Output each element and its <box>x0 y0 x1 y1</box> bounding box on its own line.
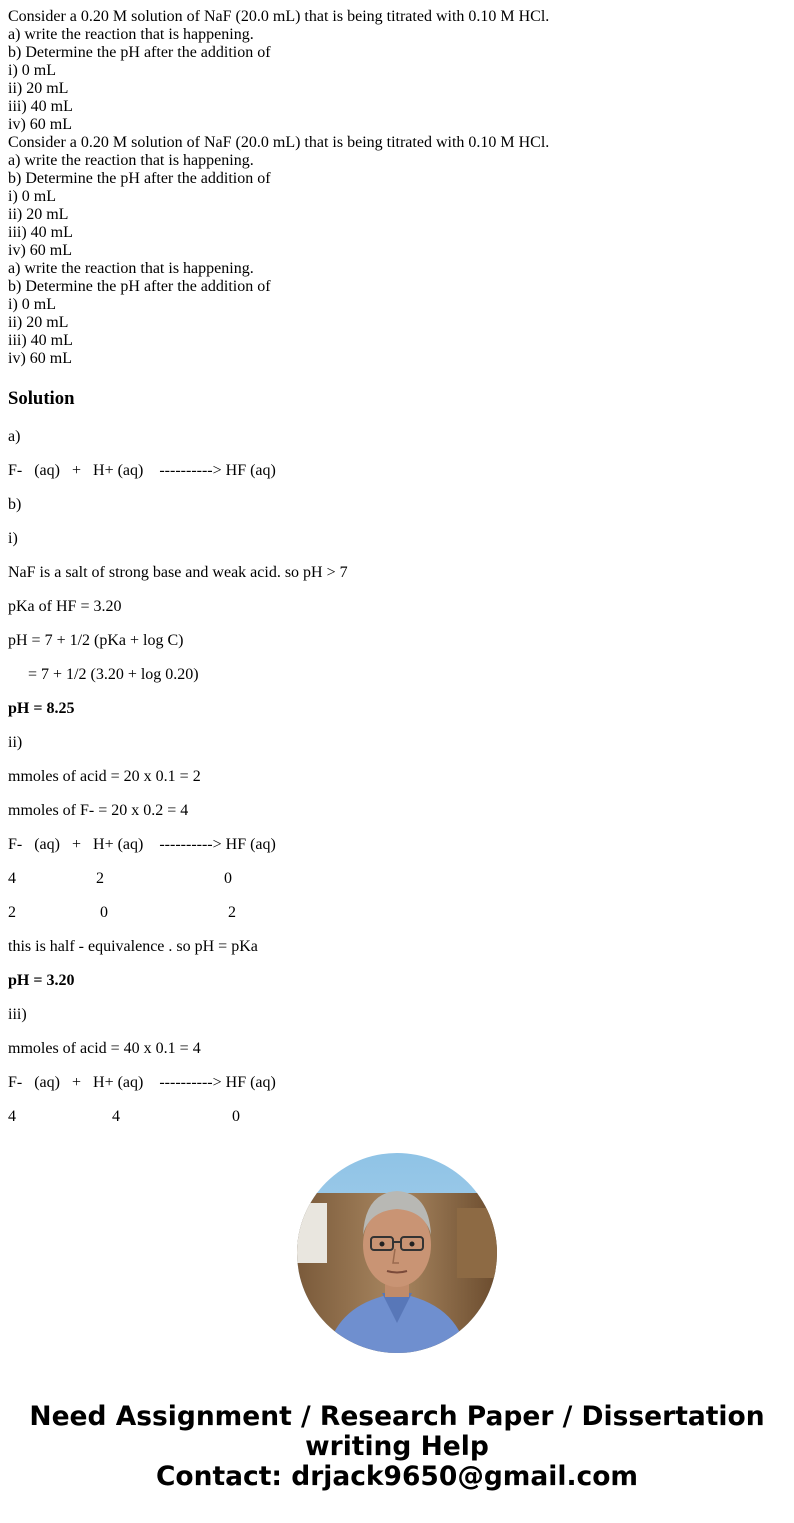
solution-line: NaF is a salt of strong base and weak acid. so pH > 7 <box>8 564 348 581</box>
solution-result: pH = 3.20 <box>8 972 75 989</box>
question-line: a) write the reaction that is happening. <box>8 260 254 277</box>
question-line: iv) 60 mL <box>8 350 72 367</box>
solution-line: mmoles of F- = 20 x 0.2 = 4 <box>8 802 189 819</box>
solution-line: mmoles of acid = 20 x 0.1 = 2 <box>8 768 201 785</box>
solution-line: a) <box>8 428 21 445</box>
solution-line: 4 2 0 <box>8 870 232 887</box>
question-line: iii) 40 mL <box>8 98 73 115</box>
question-line: Consider a 0.20 M solution of NaF (20.0 mL) that is being titrated with 0.10 M HCl. <box>8 134 550 151</box>
question-line: i) 0 mL <box>8 62 56 79</box>
question-line: ii) 20 mL <box>8 80 69 97</box>
solution-body <box>8 428 786 1126</box>
footer-contact: Contact: drjack9650@gmail.com <box>155 1461 639 1492</box>
solution-line: 4 4 0 <box>8 1108 240 1125</box>
solution-line: i) <box>8 530 18 547</box>
solution-line: this is half - equivalence . so pH = pKa <box>8 938 258 955</box>
question-line: b) Determine the pH after the addition of <box>8 44 271 61</box>
question-line: a) write the reaction that is happening. <box>8 152 254 169</box>
solution-line: b) <box>8 496 22 513</box>
solution-line: pH = 7 + 1/2 (pKa + log C) <box>8 632 184 649</box>
question-line: Consider a 0.20 M solution of NaF (20.0 mL) that is being titrated with 0.10 M HCl. <box>8 8 550 25</box>
solution-line: F- (aq) + H+ (aq) ----------> HF (aq) <box>8 1074 276 1091</box>
solution-line: pKa of HF = 3.20 <box>8 598 122 615</box>
solution-line: mmoles of acid = 40 x 0.1 = 4 <box>8 1040 201 1057</box>
question-line: b) Determine the pH after the addition of <box>8 278 271 295</box>
solution-line: F- (aq) + H+ (aq) ----------> HF (aq) <box>8 836 276 853</box>
solution-line: F- (aq) + H+ (aq) ----------> HF (aq) <box>8 462 276 479</box>
question-text <box>8 8 786 368</box>
question-line: iii) 40 mL <box>8 332 73 349</box>
solution-line: = 7 + 1/2 (3.20 + log 0.20) <box>8 666 199 683</box>
solution-line: 2 0 2 <box>8 904 236 921</box>
question-line: ii) 20 mL <box>8 314 69 331</box>
question-line: iv) 60 mL <box>8 242 72 259</box>
solution-result: pH = 8.25 <box>8 700 75 717</box>
author-avatar <box>297 1153 497 1353</box>
solution-heading: Solution <box>8 388 75 409</box>
question-line: ii) 20 mL <box>8 206 69 223</box>
solution-line: iii) <box>8 1006 27 1023</box>
question-line: a) write the reaction that is happening. <box>8 26 254 43</box>
solution-line: ii) <box>8 734 23 751</box>
question-line: b) Determine the pH after the addition of <box>8 170 271 187</box>
question-line: i) 0 mL <box>8 296 56 313</box>
question-line: iii) 40 mL <box>8 224 73 241</box>
footer-line-1: Need Assignment / Research Paper / Dissertation <box>29 1401 765 1432</box>
footer-ad <box>0 1402 794 1492</box>
question-line: i) 0 mL <box>8 188 56 205</box>
footer-line-2: writing Help <box>305 1431 489 1462</box>
person-photo-icon <box>297 1153 497 1353</box>
question-line: iv) 60 mL <box>8 116 72 133</box>
